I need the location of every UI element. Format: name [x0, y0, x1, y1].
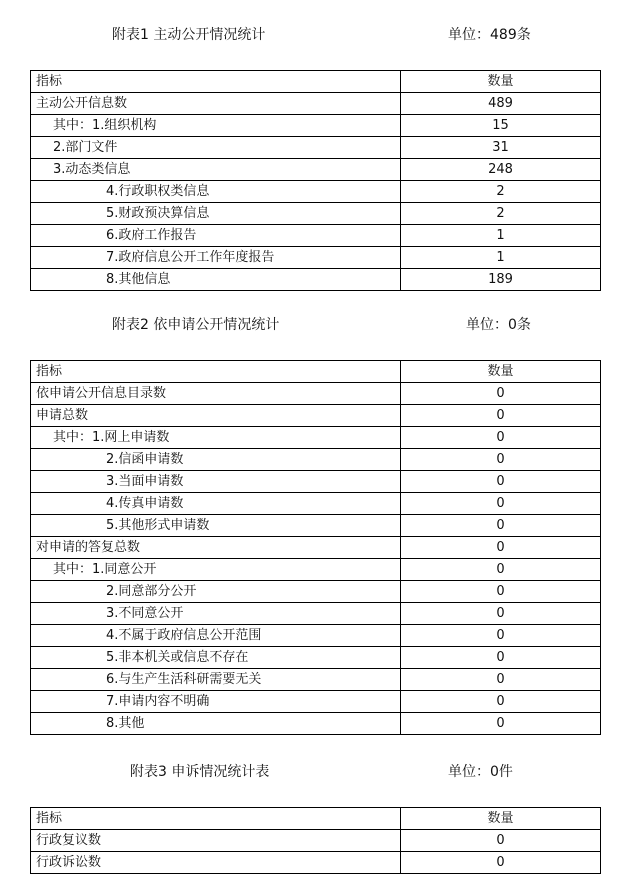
header-quantity: 数量 [401, 361, 601, 383]
row-label: 其中：1.组织机构 [31, 115, 401, 137]
row-value: 0 [401, 713, 601, 735]
row-label: 行政复议数 [31, 830, 401, 852]
table-row [31, 181, 601, 203]
row-value: 248 [401, 159, 601, 181]
table-row [31, 159, 601, 181]
table-row [31, 137, 601, 159]
table-header-row [31, 71, 601, 93]
row-label: 依申请公开信息目录数 [31, 383, 401, 405]
row-label: 7.政府信息公开工作年度报告 [31, 247, 401, 269]
table-row [31, 203, 601, 225]
row-value: 0 [401, 559, 601, 581]
row-label: 5.其他形式申请数 [31, 515, 401, 537]
row-label: 其中：1.同意公开 [31, 559, 401, 581]
row-value: 0 [401, 383, 601, 405]
table-row [31, 559, 601, 581]
row-value: 0 [401, 405, 601, 427]
row-value: 0 [401, 537, 601, 559]
row-label: 申请总数 [31, 405, 401, 427]
row-value: 0 [401, 449, 601, 471]
row-label: 4.不属于政府信息公开范围 [31, 625, 401, 647]
header-indicator: 指标 [31, 71, 401, 93]
table-row [31, 603, 601, 625]
row-label: 6.政府工作报告 [31, 225, 401, 247]
table-header-row [31, 361, 601, 383]
header-indicator: 指标 [31, 361, 401, 383]
row-label: 4.行政职权类信息 [31, 181, 401, 203]
table1-title: 附表1 主动公开情况统计 [112, 27, 266, 43]
row-value: 0 [401, 669, 601, 691]
table-row [31, 269, 601, 291]
row-label: 对申请的答复总数 [31, 537, 401, 559]
table-row [31, 581, 601, 603]
table-header-row [31, 808, 601, 830]
row-label: 3.动态类信息 [31, 159, 401, 181]
table2-title: 附表2 依申请公开情况统计 [112, 317, 280, 333]
table-row [31, 691, 601, 713]
table-row [31, 515, 601, 537]
table-row [31, 493, 601, 515]
row-value: 0 [401, 830, 601, 852]
row-value: 1 [401, 225, 601, 247]
row-value: 0 [401, 852, 601, 874]
table-row [31, 830, 601, 852]
table-row [31, 471, 601, 493]
row-label: 2.信函申请数 [31, 449, 401, 471]
table-row [31, 247, 601, 269]
table3-title: 附表3 申诉情况统计表 [130, 764, 270, 780]
table-row [31, 405, 601, 427]
row-label: 4.传真申请数 [31, 493, 401, 515]
table2-application-disclosure [30, 360, 601, 735]
row-label: 5.非本机关或信息不存在 [31, 647, 401, 669]
row-label: 6.与生产生活科研需要无关 [31, 669, 401, 691]
table-row [31, 852, 601, 874]
header-quantity: 数量 [401, 71, 601, 93]
table-row [31, 427, 601, 449]
row-label: 8.其他信息 [31, 269, 401, 291]
table3-appeals [30, 807, 601, 874]
row-label: 8.其他 [31, 713, 401, 735]
header-indicator: 指标 [31, 808, 401, 830]
table-row [31, 93, 601, 115]
table-row [31, 669, 601, 691]
row-label: 行政诉讼数 [31, 852, 401, 874]
row-label: 2.同意部分公开 [31, 581, 401, 603]
header-quantity: 数量 [401, 808, 601, 830]
row-value: 0 [401, 471, 601, 493]
row-label: 3.当面申请数 [31, 471, 401, 493]
row-value: 189 [401, 269, 601, 291]
row-label: 5.财政预决算信息 [31, 203, 401, 225]
row-value: 0 [401, 493, 601, 515]
table-row [31, 625, 601, 647]
table-row [31, 647, 601, 669]
row-label: 7.申请内容不明确 [31, 691, 401, 713]
table-row [31, 449, 601, 471]
row-value: 0 [401, 427, 601, 449]
row-label: 主动公开信息数 [31, 93, 401, 115]
table3-unit: 单位：0件 [448, 764, 513, 780]
table-row [31, 537, 601, 559]
table-row [31, 115, 601, 137]
table-row [31, 225, 601, 247]
table-row [31, 383, 601, 405]
row-label: 3.不同意公开 [31, 603, 401, 625]
row-label: 2.部门文件 [31, 137, 401, 159]
row-value: 0 [401, 625, 601, 647]
row-value: 31 [401, 137, 601, 159]
row-value: 0 [401, 691, 601, 713]
table2-unit: 单位：0条 [466, 317, 531, 333]
row-value: 0 [401, 603, 601, 625]
row-value: 0 [401, 581, 601, 603]
row-value: 0 [401, 647, 601, 669]
row-value: 2 [401, 181, 601, 203]
row-value: 15 [401, 115, 601, 137]
row-value: 1 [401, 247, 601, 269]
table1-proactive-disclosure [30, 70, 601, 291]
table1-unit: 单位：489条 [448, 27, 531, 43]
row-label: 其中：1.网上申请数 [31, 427, 401, 449]
row-value: 489 [401, 93, 601, 115]
row-value: 2 [401, 203, 601, 225]
table-row [31, 713, 601, 735]
row-value: 0 [401, 515, 601, 537]
